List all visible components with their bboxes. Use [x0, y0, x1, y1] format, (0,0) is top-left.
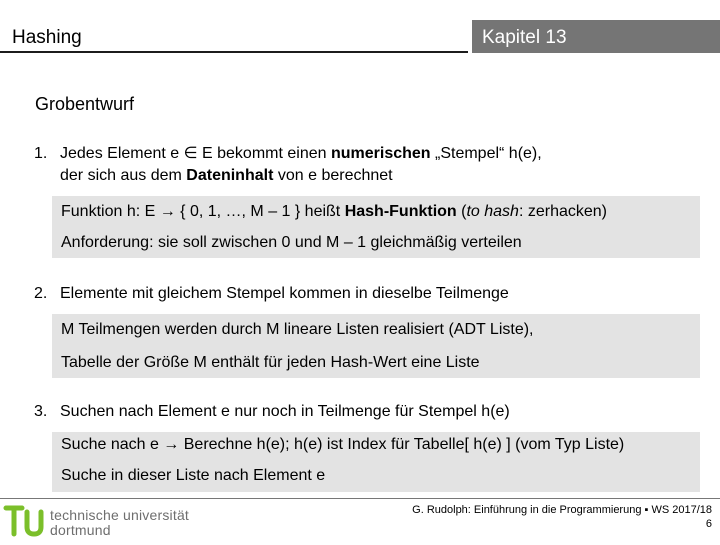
info-box-line: Suche in dieser Liste nach Element e [61, 467, 326, 484]
footer-divider [0, 498, 720, 499]
item-number: 2. [34, 285, 48, 302]
item-text: Suchen nach Element e nur noch in Teilmenge für Stempel h(e) [60, 403, 510, 420]
info-text: Funktion h: E → { 0, 1, …, M – 1 } heißt [61, 203, 345, 220]
info-box-line: Tabelle der Größe M enthält für jeden Hash-Wert eine Liste [61, 354, 480, 371]
info-text-italic: to hash [466, 203, 519, 220]
item-number: 1. [34, 145, 48, 162]
footer-citation: G. Rudolph: Einführung in die Programmierung ▪ WS 2017/18 [412, 504, 712, 516]
list-item-1-continuation [60, 165, 393, 187]
page-number: 6 [705, 518, 712, 530]
chapter-topic: Hashing [12, 27, 82, 48]
info-box-line: Anforderung: sie soll zwischen 0 und M – 1 gleichmäßig verteilen [61, 234, 522, 251]
chapter-number: Kapitel 13 [482, 27, 567, 48]
item-text-bold: Dateninhalt [186, 167, 274, 184]
item-text: E bekommt einen [197, 145, 331, 162]
tu-logo-icon [0, 500, 48, 540]
item-text: der sich aus dem [60, 167, 187, 184]
item-text: von e berechnet [273, 167, 393, 184]
item-text: „Stempel“ h(e), [430, 145, 542, 162]
info-box-line: Suche nach e → Berechne h(e); h(e) ist Index für Tabelle[ h(e) ] (vom Typ Liste) [61, 436, 625, 453]
info-box-1 [52, 196, 700, 258]
university-logo [0, 500, 200, 540]
info-text: : zerhacken) [518, 203, 607, 220]
info-text: ( [456, 203, 467, 220]
info-box-3 [52, 432, 700, 492]
logo-text-line2: dortmund [50, 522, 111, 538]
list-item-1 [34, 143, 542, 165]
info-box-line: M Teilmengen werden durch M lineare Listen realisiert (ADT Liste), [61, 321, 534, 338]
header-title-bar [0, 20, 468, 53]
item-number: 3. [34, 403, 48, 420]
element-of-symbol: ∈ [183, 145, 198, 162]
slide-heading: Grobentwurf [35, 94, 135, 114]
list-item-2 [34, 283, 509, 305]
logo-text-line1: technische universität [50, 507, 190, 523]
item-text-bold: numerischen [330, 145, 431, 162]
item-text: Jedes Element e [60, 145, 184, 162]
info-box-2 [52, 314, 700, 378]
footer-citation-block [412, 503, 712, 531]
list-item-3 [34, 401, 510, 423]
chapter-label-bar [472, 20, 720, 53]
info-box-line [61, 202, 607, 222]
info-text-bold: Hash-Funktion [344, 203, 457, 220]
item-text: Elemente mit gleichem Stempel kommen in dieselbe Teilmenge [60, 285, 509, 302]
